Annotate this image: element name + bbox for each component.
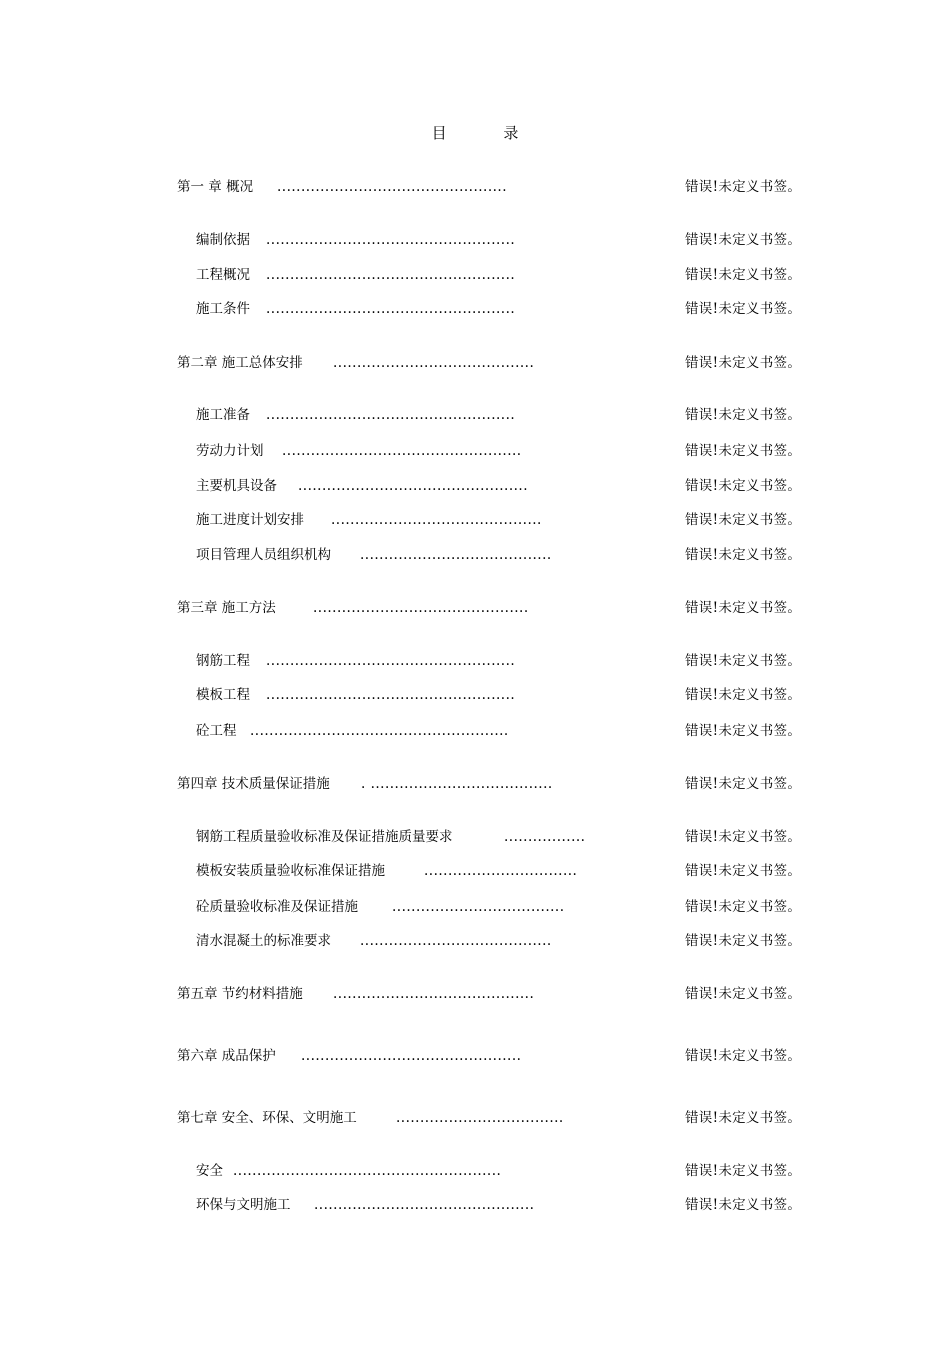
toc-leader-dots: ..........................................	[333, 355, 535, 371]
toc-page-ref: 错误!未定义书签。	[685, 653, 802, 669]
toc-entry-chapter-6[interactable]	[177, 1046, 521, 1066]
toc-leader-dots: ..............................................	[301, 1048, 522, 1064]
toc-entry-label: 编制依据	[196, 232, 250, 248]
toc-page-ref: 错误!未定义书签。	[685, 1197, 802, 1213]
toc-leader-dots: ....................................................	[266, 687, 516, 703]
toc-entry-1-2[interactable]	[196, 265, 515, 285]
toc-entry-chapter-1[interactable]	[177, 177, 507, 197]
toc-entry-label: 钢筋工程	[196, 653, 250, 669]
toc-entry-label: 第五章 节约材料措施	[177, 986, 303, 1002]
toc-page-ref: 错误!未定义书签。	[685, 687, 802, 703]
toc-entry-label: 施工条件	[196, 301, 250, 317]
toc-entry-2-1[interactable]	[196, 405, 515, 425]
toc-entry-label: 第一 章 概况	[177, 179, 254, 195]
toc-page-ref: 错误!未定义书签。	[685, 933, 802, 949]
toc-entry-4-1[interactable]	[196, 827, 585, 847]
toc-entry-1-1[interactable]	[196, 230, 515, 250]
toc-page-ref: 错误!未定义书签。	[685, 776, 802, 792]
toc-entry-chapter-3[interactable]	[177, 598, 529, 618]
toc-entry-label: 环保与文明施工	[196, 1197, 291, 1213]
toc-entry-2-4[interactable]	[196, 510, 542, 530]
page-title: 目 录	[431, 124, 545, 142]
toc-entry-label: 砼质量验收标准及保证措施	[196, 899, 358, 915]
toc-leader-dots: . ......................................	[361, 776, 553, 792]
toc-entry-label: 项目管理人员组织机构	[196, 547, 331, 563]
toc-entry-label: 劳动力计划	[196, 443, 264, 459]
toc-entry-label: 主要机具设备	[196, 478, 277, 494]
toc-page-ref: 错误!未定义书签。	[685, 512, 802, 528]
toc-leader-dots: ........................................................	[233, 1163, 502, 1179]
toc-entry-chapter-4[interactable]	[177, 774, 553, 794]
toc-entry-3-3[interactable]	[196, 721, 509, 741]
toc-entry-chapter-5[interactable]	[177, 984, 534, 1004]
toc-leader-dots: ................................................	[277, 179, 507, 195]
toc-page-ref: 错误!未定义书签。	[685, 267, 802, 283]
toc-page-ref: 错误!未定义书签。	[685, 863, 802, 879]
toc-leader-dots: .................	[504, 829, 586, 845]
toc-entry-7-2[interactable]	[196, 1195, 534, 1215]
toc-leader-dots: ..........................................	[333, 986, 535, 1002]
toc-entry-2-5[interactable]	[196, 545, 552, 565]
toc-leader-dots: ....................................................	[266, 653, 516, 669]
toc-entry-chapter-7[interactable]	[177, 1108, 564, 1128]
toc-page-ref: 错误!未定义书签。	[685, 829, 802, 845]
toc-entry-4-4[interactable]	[196, 931, 552, 951]
toc-page-ref: 错误!未定义书签。	[685, 232, 802, 248]
toc-page-ref: 错误!未定义书签。	[685, 600, 802, 616]
toc-leader-dots: ...................................	[396, 1110, 564, 1126]
toc-leader-dots: ............................................	[331, 512, 542, 528]
toc-entry-4-3[interactable]	[196, 897, 565, 917]
toc-entry-label: 第七章 安全、环保、文明施工	[177, 1110, 357, 1126]
toc-leader-dots: ..................................................	[282, 443, 522, 459]
toc-leader-dots: ....................................	[392, 899, 565, 915]
toc-leader-dots: ..............................................	[314, 1197, 535, 1213]
toc-leader-dots: ....................................................	[266, 301, 516, 317]
toc-page-ref: 错误!未定义书签。	[685, 355, 802, 371]
toc-page-ref: 错误!未定义书签。	[685, 443, 802, 459]
toc-entry-label: 砼工程	[196, 723, 237, 739]
toc-leader-dots: ................................	[424, 863, 578, 879]
toc-page-ref: 错误!未定义书签。	[685, 899, 802, 915]
toc-page-ref: 错误!未定义书签。	[685, 1110, 802, 1126]
toc-entry-2-3[interactable]	[196, 476, 528, 496]
toc-entry-label: 施工进度计划安排	[196, 512, 304, 528]
toc-entry-chapter-2[interactable]	[177, 353, 534, 373]
toc-entry-label: 钢筋工程质量验收标准及保证措施质量要求	[196, 829, 453, 845]
toc-entry-label: 模板安装质量验收标准保证措施	[196, 863, 385, 879]
toc-page-ref: 错误!未定义书签。	[685, 1163, 802, 1179]
toc-entry-label: 模板工程	[196, 687, 250, 703]
toc-entry-1-3[interactable]	[196, 299, 515, 319]
toc-page-ref: 错误!未定义书签。	[685, 179, 802, 195]
toc-page-ref: 错误!未定义书签。	[685, 1048, 802, 1064]
toc-entry-label: 工程概况	[196, 267, 250, 283]
toc-page-ref: 错误!未定义书签。	[685, 986, 802, 1002]
toc-leader-dots: ....................................................	[266, 232, 516, 248]
toc-leader-dots: ........................................	[360, 933, 552, 949]
toc-entry-3-2[interactable]	[196, 685, 515, 705]
toc-leader-dots: ....................................................	[266, 407, 516, 423]
toc-entry-label: 安全	[196, 1163, 223, 1179]
toc-page-ref: 错误!未定义书签。	[685, 723, 802, 739]
toc-entry-7-1[interactable]	[196, 1161, 501, 1181]
toc-page-ref: 错误!未定义书签。	[685, 547, 802, 563]
toc-entry-label: 第六章 成品保护	[177, 1048, 276, 1064]
toc-leader-dots: .............................................	[313, 600, 529, 616]
toc-page-ref: 错误!未定义书签。	[685, 407, 802, 423]
toc-entry-4-2[interactable]	[196, 861, 577, 881]
toc-entry-label: 第三章 施工方法	[177, 600, 276, 616]
toc-entry-label: 清水混凝土的标准要求	[196, 933, 331, 949]
toc-entry-3-1[interactable]	[196, 651, 515, 671]
toc-leader-dots: ........................................	[360, 547, 552, 563]
toc-entry-label: 第四章 技术质量保证措施	[177, 776, 330, 792]
toc-leader-dots: ................................................	[298, 478, 528, 494]
toc-entry-label: 第二章 施工总体安排	[177, 355, 303, 371]
toc-leader-dots: ....................................................	[266, 267, 516, 283]
toc-entry-2-2[interactable]	[196, 441, 522, 461]
toc-entry-label: 施工准备	[196, 407, 250, 423]
toc-leader-dots: ......................................................	[250, 723, 509, 739]
toc-page-ref: 错误!未定义书签。	[685, 478, 802, 494]
toc-page-ref: 错误!未定义书签。	[685, 301, 802, 317]
